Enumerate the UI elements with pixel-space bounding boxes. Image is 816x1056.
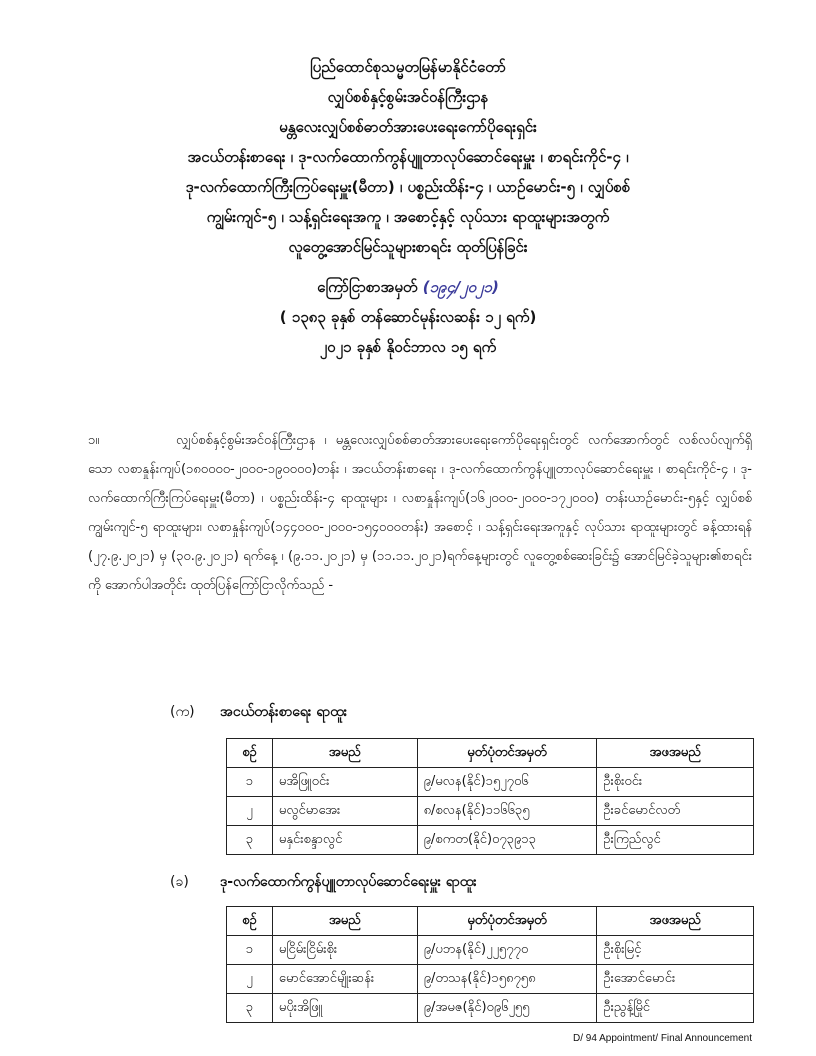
cell-father: ဦးခင်မောင်လတ် xyxy=(597,797,754,826)
header-line-3: မန္တလေးလျှပ်စစ်ဓာတ်အားပေးရေးကော်ပိုရေးရှင်း xyxy=(279,118,537,136)
cell-name: မပိုးအိဖြူ xyxy=(272,994,417,1023)
header-line-1: ပြည်ထောင်စုသမ္မတမြန်မာနိုင်ငံတော် xyxy=(310,58,506,76)
cell-nrc: ၈/စလန(နိုင်)၁၁၆၆၃၅ xyxy=(417,797,597,826)
table-row xyxy=(227,994,754,1023)
cell-no: ၃ xyxy=(227,826,273,855)
document-footer: D/ 94 Appointment/ Final Announcement xyxy=(572,1033,752,1044)
cell-name: မအိဖြူဝင်း xyxy=(272,768,417,797)
col-header-no: စဉ် xyxy=(227,907,273,936)
announcement-number xyxy=(60,272,756,302)
col-header-nrc: မှတ်ပုံတင်အမှတ် xyxy=(417,907,597,936)
table-row xyxy=(227,797,754,826)
cell-no: ၁ xyxy=(227,936,273,965)
myanmar-date: ( ၁၃၈၃ ခုနှစ် တန်ဆောင်မုန်းလဆန်း ၁၂ ရက်) xyxy=(279,308,537,326)
document-header xyxy=(60,52,756,362)
cell-nrc: ၉/တသန(နိုင်)၁၅၈၇၅၈ xyxy=(417,965,597,994)
cell-no: ၁ xyxy=(227,768,273,797)
table-section-a xyxy=(226,738,754,855)
header-line-6: ကျွမ်းကျင်-၅ ၊ သန့်ရှင်းရေးအကူ ၊ အစောင့်နှင့် လုပ်သား ရာထူးများအတွက် xyxy=(206,208,610,226)
cell-name: မလွင်မာအေး xyxy=(272,797,417,826)
gregorian-date: ၂၀၂၁ ခုနှစ် နိုဝင်ဘာလ ၁၅ ရက် xyxy=(319,338,497,356)
table-header-row xyxy=(227,739,754,768)
cell-father: ဦးကြည်လွင် xyxy=(597,826,754,855)
section-b-title-text: ဒု-လက်ထောက်ကွန်ပျူတာလုပ်ဆောင်ရေးမှူး ရာထူး xyxy=(220,874,477,890)
table-row xyxy=(227,768,754,797)
cell-name: မနှင်းစန္ဒာလွင် xyxy=(272,826,417,855)
paragraph-text: လျှပ်စစ်နှင့်စွမ်းအင်ဝန်ကြီးဌာန ၊ မန္တလေးလျှပ်စစ်ဓာတ်အားပေးရေးကော်ပိုရေးရှင်းတွင် လက်အောက်တွင် လစ်လပ်လျက်ရှိသော လစာနှုန်းကျပ်(၁၈၀၀၀၀-၂၀၀၀-၁၉၀၀၀၀)တန်း ၊ အငယ်တန်းစာရေး ၊ ဒု-လက်ထောက်ကွန်ပျူတာလုပ်ဆောင်ရေးမှူး ၊ စာရင်းကိုင်-၄ ၊ ဒု-လက်ထောက်ကြီးကြပ်ရေးမှူး(မီတာ) ၊ ပစ္စည်းထိန်း-၄ ရာထူးများ ၊ လစာနှုန်းကျပ်(၁၆၂၀၀၀-၂၀၀၀-၁၇၂၀၀၀) တန်းယာဉ်မောင်း-၅နှင့် လျှပ်စစ်ကျွမ်းကျင်-၅ ရာထူးများ၊ လစာနှုန်းကျပ်(၁၄၄၀၀၀-၂၀၀၀-၁၅၄၀၀၀တန်း) အစောင့် ၊ သန့်ရှင်းရေးအကူနှင့် လုပ်သား ရာထူးများတွင် ခန့်ထားရန် (၂၇.၉.၂၀၂၁) မှ (၃၀.၉.၂၀၂၁) ရက်နေ့ ၊ (၉.၁၁.၂၀၂၁) မှ (၁၁.၁၁.၂၀၂၁)ရက်နေ့များတွင် လူတွေ့စစ်ဆေးခြင်း၌ အောင်မြင်ခဲ့သူများ၏စာရင်းကို အောက်ပါအတိုင်း ထုတ်ပြန်ကြော်ငြာလိုက်သည် - xyxy=(88,433,752,593)
announcement-number-value: (၁၉၄/၂၀၂၁) xyxy=(422,278,499,296)
table-section-b xyxy=(226,906,754,1023)
col-header-name: အမည် xyxy=(272,907,417,936)
col-header-father: အဖအမည် xyxy=(597,907,754,936)
cell-nrc: ၉/ပဘန(နိုင်)၂၂၅၇၇၀ xyxy=(417,936,597,965)
cell-name: မောင်အောင်မျိုးဆန်း xyxy=(272,965,417,994)
header-line-5: ဒု-လက်ထောက်ကြီးကြပ်ရေးမှူး(မီတာ) ၊ ပစ္စည်းထိန်း-၄ ၊ ယာဉ်မောင်း-၅ ၊ လျှပ်စစ် xyxy=(185,178,631,196)
cell-nrc: ၉/စကတ(နိုင်)၀၇၃၉၁၃ xyxy=(417,826,597,855)
cell-nrc: ၉/အမဇ(နိုင်)၀၉၆၂၅၅ xyxy=(417,994,597,1023)
table-row xyxy=(227,826,754,855)
section-b-title xyxy=(170,872,477,893)
paragraph-number: ၁။ xyxy=(88,433,100,448)
table-row xyxy=(227,965,754,994)
announcement-paragraph xyxy=(88,426,752,600)
table-header-row xyxy=(227,907,754,936)
section-a-title xyxy=(170,702,347,723)
header-line-7: လူတွေ့အောင်မြင်သူများစာရင်း ထုတ်ပြန်ခြင်း xyxy=(288,238,528,256)
section-b-label: (ခ) xyxy=(170,874,189,890)
announcement-number-label: ကြော်ငြာစာအမှတ် xyxy=(317,278,418,296)
cell-father: ဦးစိုးမြင့် xyxy=(597,936,754,965)
header-line-4: အငယ်တန်းစာရေး ၊ ဒု-လက်ထောက်ကွန်ပျူတာလုပ်ဆောင်ရေးမှူး ၊ စာရင်းကိုင်-၄ ၊ xyxy=(187,148,629,166)
cell-no: ၂ xyxy=(227,797,273,826)
section-a-label: (က) xyxy=(170,704,195,720)
cell-no: ၃ xyxy=(227,994,273,1023)
cell-father: ဦးအောင်မောင်း xyxy=(597,965,754,994)
cell-no: ၂ xyxy=(227,965,273,994)
header-line-2: လျှပ်စစ်နှင့်စွမ်းအင်ဝန်ကြီးဌာန xyxy=(327,88,489,106)
table-row xyxy=(227,936,754,965)
col-header-father: အဖအမည် xyxy=(597,739,754,768)
cell-name: မငြိမ်းငြိမ်းစိုး xyxy=(272,936,417,965)
col-header-nrc: မှတ်ပုံတင်အမှတ် xyxy=(417,739,597,768)
cell-father: ဦးညွန့်မြိုင် xyxy=(597,994,754,1023)
section-a-title-text: အငယ်တန်းစာရေး ရာထူး xyxy=(220,704,348,720)
col-header-name: အမည် xyxy=(272,739,417,768)
cell-father: ဦးစိုးဝင်း xyxy=(597,768,754,797)
cell-nrc: ၉/မလန(နိုင်)၁၅၂၇၀၆ xyxy=(417,768,597,797)
col-header-no: စဉ် xyxy=(227,739,273,768)
